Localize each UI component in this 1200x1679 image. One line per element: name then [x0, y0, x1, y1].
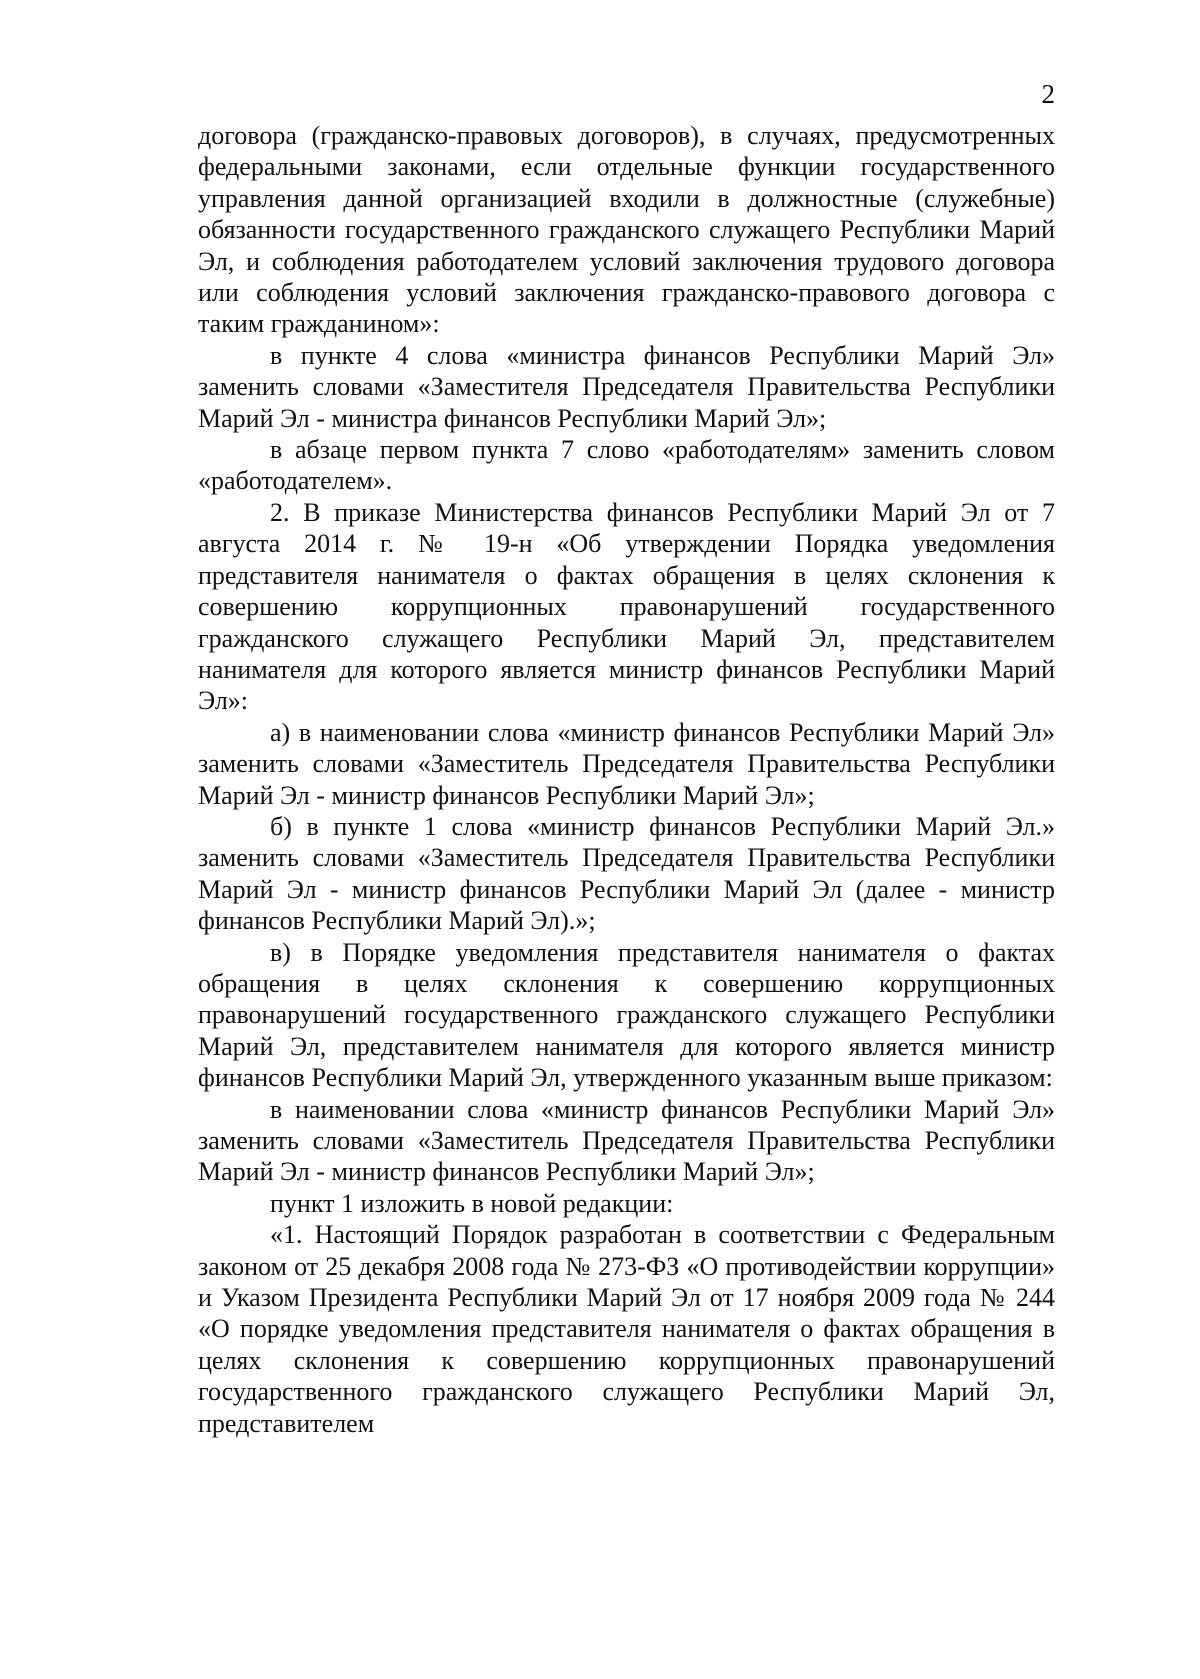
paragraph-sub-v: в) в Порядке уведомления представителя нанимателя о фактах обращения в целях склонения к совершению коррупционных правонарушений государственного гражданского служащего Республики Марий Эл, представителем нанимателя для которого является министр финансов Республики Марий Эл, утвержденного указанным выше приказом: [198, 937, 1055, 1093]
paragraph-sub-a: а) в наименовании слова «министр финансов Республики Марий Эл» заменить словами «Заместитель Председателя Правительства Республики Марий Эл - министр финансов Республики Марий Эл»; [198, 717, 1055, 810]
paragraph-title-change: в наименовании слова «министр финансов Республики Марий Эл» заменить словами «Заместитель Председателя Правительства Республики Марий Эл - министр финансов Республики Марий Эл»; [198, 1094, 1055, 1187]
paragraph-quoted-point-1: «1. Настоящий Порядок разработан в соответствии с Федеральным законом от 25 декабря 2008 года № 273-ФЗ «О противодействии коррупции» и Указом Президента Республики Марий Эл от 17 ноября 2009 года № 244 «О порядке уведомления представителя нанимателя о фактах обращения в целях склонения к совершению коррупционных правонарушений государственного гражданского служащего Республики Марий Эл, представителем [198, 1220, 1055, 1438]
paragraph-item-4: в пункте 4 слова «министра финансов Республики Марий Эл» заменить словами «Заместителя Председателя Правительства Республики Марий Эл - министра финансов Республики Марий Эл»; [198, 340, 1055, 433]
document-body [198, 120, 1055, 1439]
paragraph-new-edition: пункт 1 изложить в новой редакции: [270, 1188, 674, 1218]
page-number: 2 [1041, 79, 1055, 109]
paragraph-sub-b: б) в пункте 1 слова «министр финансов Республики Марий Эл.» заменить словами «Заместитель Председателя Правительства Республики Марий Эл - министр финансов Республики Марий Эл (далее - министр финансов Республики Марий Эл).»; [198, 811, 1055, 936]
paragraph-item-7: в абзаце первом пункта 7 слово «работодателям» заменить словом «работодателем». [198, 435, 1055, 496]
paragraph-continuation: договора (гражданско-правовых договоров), в случаях, предусмотренных федеральными законами, если отдельные функции государственного управления данной организацией входили в должностные (служебные) обязанности государственного гражданского служащего Республики Марий Эл, и соблюдения работодателем условий заключения трудового договора или соблюдения условий заключения гражданско-правового договора с таким гражданином»: [198, 121, 1055, 339]
paragraph-section-2: 2. В приказе Министерства финансов Республики Марий Эл от 7 августа 2014 г. № 19-н «Об утверждении Порядка уведомления представителя нанимателя о фактах обращения в целях склонения к совершению коррупционных правонарушений государственного гражданского служащего Республики Марий Эл, представителем нанимателя для которого является министр финансов Республики Марий Эл»: [198, 497, 1055, 716]
